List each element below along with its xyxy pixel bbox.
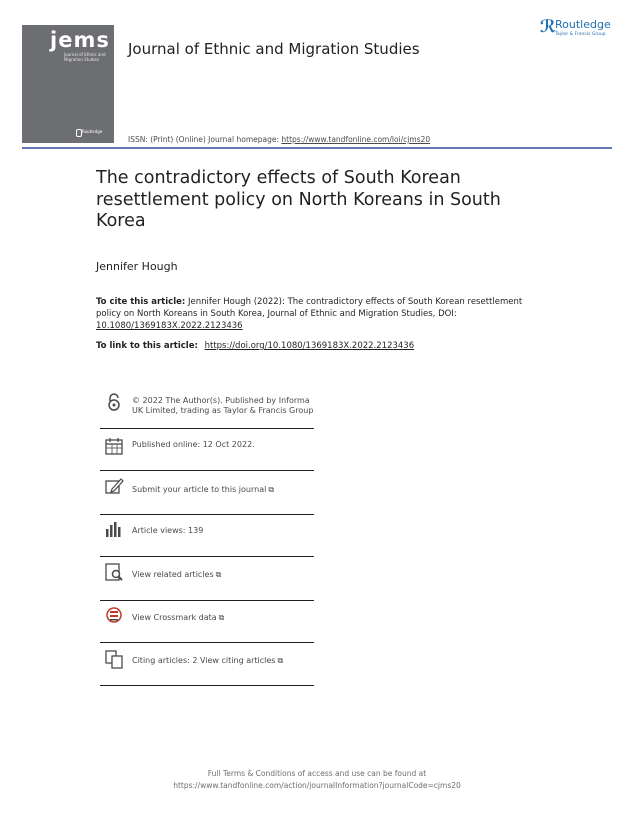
cover-subtitle: Journal of Ethnic and Migration Studies (64, 52, 106, 62)
cite-text: Jennifer Hough (2022): The contradictory effects of South Korean resettlement policy on North Koreans in South Korea, Journal of Ethnic and Migration Studies, DOI: (96, 297, 523, 319)
citing-documents-icon (104, 649, 124, 669)
footer (0, 768, 634, 792)
routledge-r-icon: ℛ (540, 17, 556, 37)
divider (100, 428, 314, 429)
external-link-icon: ⧉ (218, 613, 225, 622)
edit-icon (104, 476, 124, 496)
citing-articles-text: Citing articles: 2 View citing articles (132, 656, 276, 665)
citing-articles-link[interactable] (132, 656, 316, 666)
issn-line (128, 135, 430, 144)
article-views-row (100, 516, 314, 558)
calendar-icon (104, 436, 124, 456)
divider (100, 556, 314, 557)
author-name: Jennifer Hough (96, 260, 178, 273)
divider (100, 600, 314, 601)
search-document-icon (104, 562, 124, 582)
footer-url[interactable]: https://www.tandfonline.com/action/journalInformation?journalCode=cjms20 (173, 781, 461, 790)
divider (100, 685, 314, 686)
cite-label: To cite this article: (96, 297, 186, 307)
divider (100, 642, 314, 643)
crossmark-link[interactable] (132, 613, 316, 623)
journal-title: Journal of Ethnic and Migration Studies (128, 40, 420, 58)
bar-chart-icon (104, 519, 124, 539)
publisher-tagline: Taylor & Francis Group (555, 32, 606, 37)
journal-homepage-link[interactable]: https://www.tandfonline.com/loi/cjms20 (281, 135, 431, 144)
open-access-text: © 2022 The Author(s). Published by Informa UK Limited, trading as Taylor & Francis Group (132, 396, 314, 415)
footer-terms: Full Terms & Conditions of access and use can be found at (207, 769, 427, 778)
external-link-icon: ⧉ (215, 570, 222, 579)
divider (100, 470, 314, 471)
doi-link[interactable]: 10.1080/1369183X.2022.2123436 (96, 321, 243, 331)
external-link-icon: ⧉ (277, 656, 284, 665)
crossmark-text: View Crossmark data (132, 613, 217, 622)
submit-article-link[interactable] (132, 485, 316, 495)
divider (100, 514, 314, 515)
article-title: The contradictory effects of South Korean resettlement policy on North Koreans in South Korea (96, 168, 501, 231)
external-link-icon: ⧉ (268, 485, 275, 494)
link-label: To link to this article: (96, 341, 198, 351)
header-rule (22, 147, 612, 149)
related-articles-text: View related articles (132, 570, 214, 579)
published-date: Published online: 12 Oct 2022. (132, 440, 255, 449)
article-link-row (96, 341, 414, 351)
article-views: Article views: 139 (132, 526, 204, 535)
journal-cover (22, 25, 114, 143)
crossmark-icon (104, 606, 124, 626)
citing-articles-row[interactable] (100, 644, 314, 688)
open-access-row (100, 390, 314, 430)
cover-logo: jems (50, 28, 110, 52)
related-articles-link[interactable] (132, 570, 316, 580)
cover-publisher: Routledge (82, 129, 103, 134)
publisher-name: Routledge (555, 18, 611, 31)
submit-article-row[interactable] (100, 472, 314, 516)
publisher-logo (540, 17, 620, 41)
issn-text: ISSN: (Print) (Online) Journal homepage: (128, 135, 280, 144)
crossmark-row[interactable] (100, 602, 314, 644)
open-access-icon (104, 392, 124, 412)
published-row (100, 430, 314, 472)
submit-article-text: Submit your article to this journal (132, 485, 267, 494)
citation (96, 296, 546, 332)
article-link[interactable]: https://doi.org/10.1080/1369183X.2022.2123436 (204, 341, 415, 351)
related-articles-row[interactable] (100, 558, 314, 602)
